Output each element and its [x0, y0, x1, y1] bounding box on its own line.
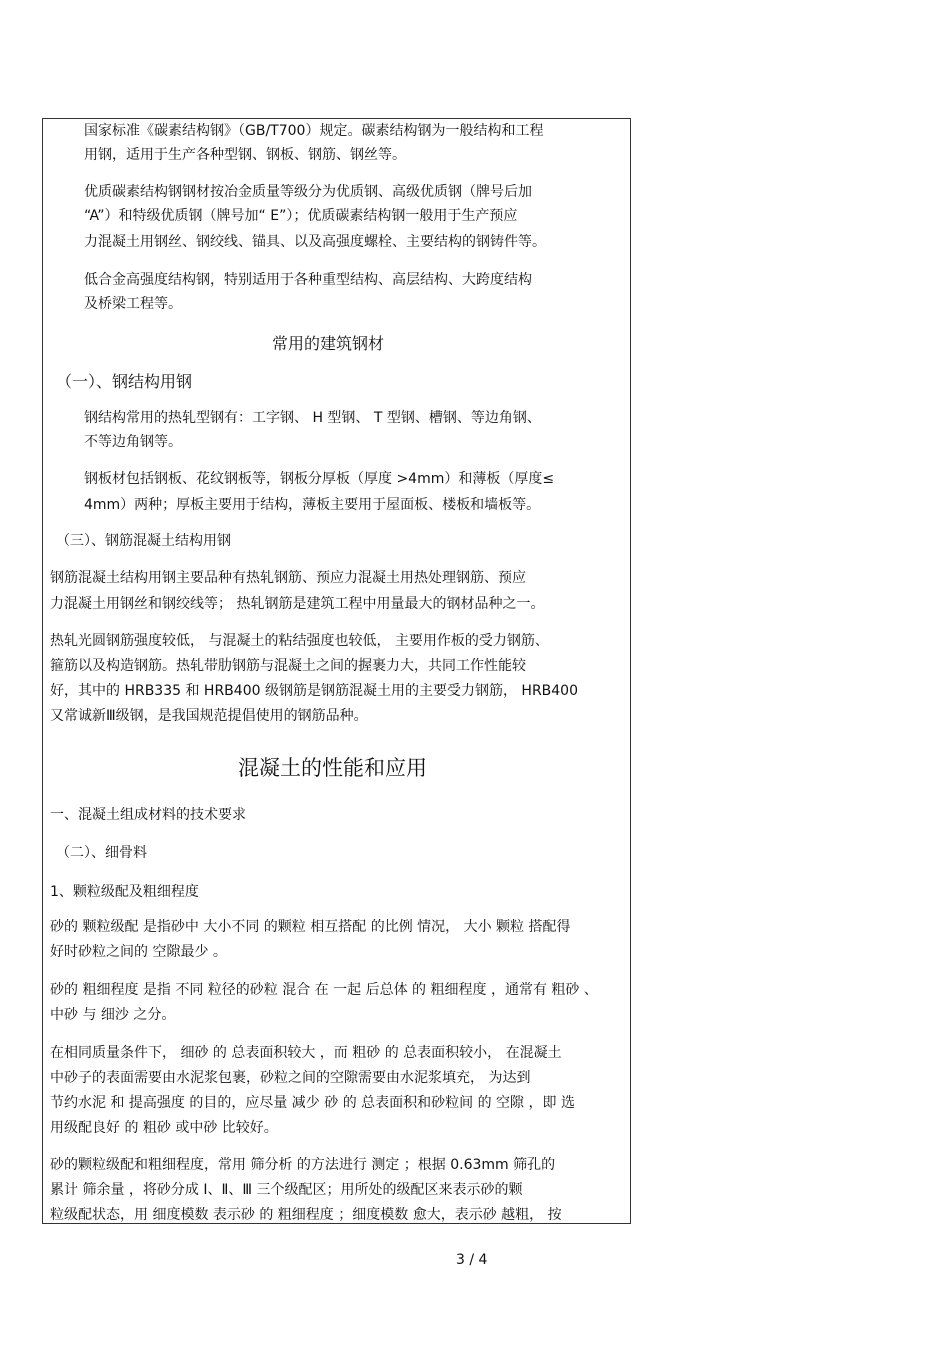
- page-number: 3 / 4: [456, 1252, 488, 1268]
- subsection-heading: 1、颗粒级配及粗细程度: [50, 884, 199, 900]
- paragraph-line: 箍筋以及构造钢筋。热轧带肋钢筋与混凝土之间的握裹力大，共同工作性能较: [50, 658, 526, 674]
- paragraph-line: 及桥梁工程等。: [84, 296, 182, 312]
- paragraph-line: 好，其中的 HRB335 和 HRB400 级钢筋是钢筋混凝土用的主要受力钢筋， HRB400: [50, 683, 578, 699]
- paragraph-line: 砂的颗粒级配和粗细程度，常用 筛分析 的方法进行 测定 ；根据 0.63mm 筛孔的: [50, 1157, 556, 1173]
- paragraph-line: 用钢，适用于生产各种型钢、钢板、钢筋、钢丝等。: [84, 147, 406, 163]
- paragraph-line: 热轧光圆钢筋强度较低， 与混凝土的粘结强度也较低， 主要用作板的受力钢筋、: [50, 633, 549, 649]
- paragraph-line: 钢板材包括钢板、花纹钢板等，钢板分厚板（厚度 >4mm）和薄板（厚度≤: [84, 471, 555, 487]
- paragraph-line: 国家标准《碳素结构钢》（GB/T700）规定。碳素结构钢为一般结构和工程: [84, 123, 544, 139]
- subsection-heading: 一、混凝土组成材料的技术要求: [50, 807, 246, 823]
- paragraph-line: 不等边角钢等。: [84, 434, 182, 450]
- paragraph-line: 钢筋混凝土结构用钢主要品种有热轧钢筋、预应力混凝土用热处理钢筋、预应: [50, 570, 526, 586]
- paragraph-line: 低合金高强度结构钢，特别适用于各种重型结构、高层结构、大跨度结构: [84, 272, 532, 288]
- paragraph-line: 在相同质量条件下， 细砂 的 总表面积较大 ，而 粗砂 的 总表面积较小， 在混凝土: [50, 1045, 562, 1061]
- paragraph-line: 力混凝土用钢丝和钢绞线等； 热轧钢筋是建筑工程中用量最大的钢材品种之一。: [50, 596, 545, 612]
- subsection-heading: （三）、钢筋混凝土结构用钢: [56, 533, 231, 549]
- paragraph-line: 好时砂粒之间的 空隙最少 。: [50, 944, 227, 960]
- paragraph-line: 累计 筛余量 ，将砂分成 Ⅰ、Ⅱ、Ⅲ 三个级配区；用所处的级配区来表示砂的颗: [50, 1182, 523, 1198]
- paragraph-line: 砂的 粗细程度 是指 不同 粒径的砂粒 混合 在 一起 后总体 的 粗细程度 ，通常有 粗砂 、: [50, 982, 598, 998]
- paragraph-line: 钢结构常用的热轧型钢有：工字钢、 H 型钢、 T 型钢、槽钢、等边角钢、: [84, 410, 541, 426]
- paragraph-line: 砂的 颗粒级配 是指砂中 大小不同 的颗粒 相互搭配 的比例 情况， 大小 颗粒 搭配得: [50, 919, 571, 935]
- subsection-heading: （一）、钢结构用钢: [56, 372, 193, 391]
- paragraph-line: 力混凝土用钢丝、钢绞线、锚具、以及高强度螺栓、主要结构的钢铸件等。: [84, 234, 546, 250]
- paragraph-line: 节约水泥 和 提高强度 的目的，应尽量 减少 砂 的 总表面积和砂粒间 的 空隙 ，即 选: [50, 1095, 575, 1111]
- paragraph-line: “A”）和特级优质钢（牌号加“ E”）；优质碳素结构钢一般用于生产预应: [84, 208, 518, 224]
- main-heading: 混凝土的性能和应用: [238, 756, 427, 780]
- subsection-heading: （二）、细骨料: [56, 845, 147, 861]
- paragraph-line: 中砂子的表面需要由水泥浆包裹，砂粒之间的空隙需要由水泥浆填充， 为达到: [50, 1070, 531, 1086]
- paragraph-line: 用级配良好 的 粗砂 或中砂 比较好。: [50, 1120, 278, 1136]
- paragraph-line: 中砂 与 细沙 之分。: [50, 1007, 176, 1023]
- paragraph-line: 粒级配状态，用 细度模数 表示砂 的 粗细程度 ；细度模数 愈大，表示砂 越粗， 按: [50, 1207, 562, 1223]
- section-heading: 常用的建筑钢材: [272, 334, 385, 353]
- paragraph-line: 又常诚新Ⅲ级钢，是我国规范提倡使用的钢筋品种。: [50, 708, 368, 724]
- paragraph-line: 4mm）两种；厚板主要用于结构，薄板主要用于屋面板、楼板和墙板等。: [84, 497, 541, 513]
- paragraph-line: 优质碳素结构钢钢材按冶金质量等级分为优质钢、高级优质钢（牌号后加: [84, 184, 532, 200]
